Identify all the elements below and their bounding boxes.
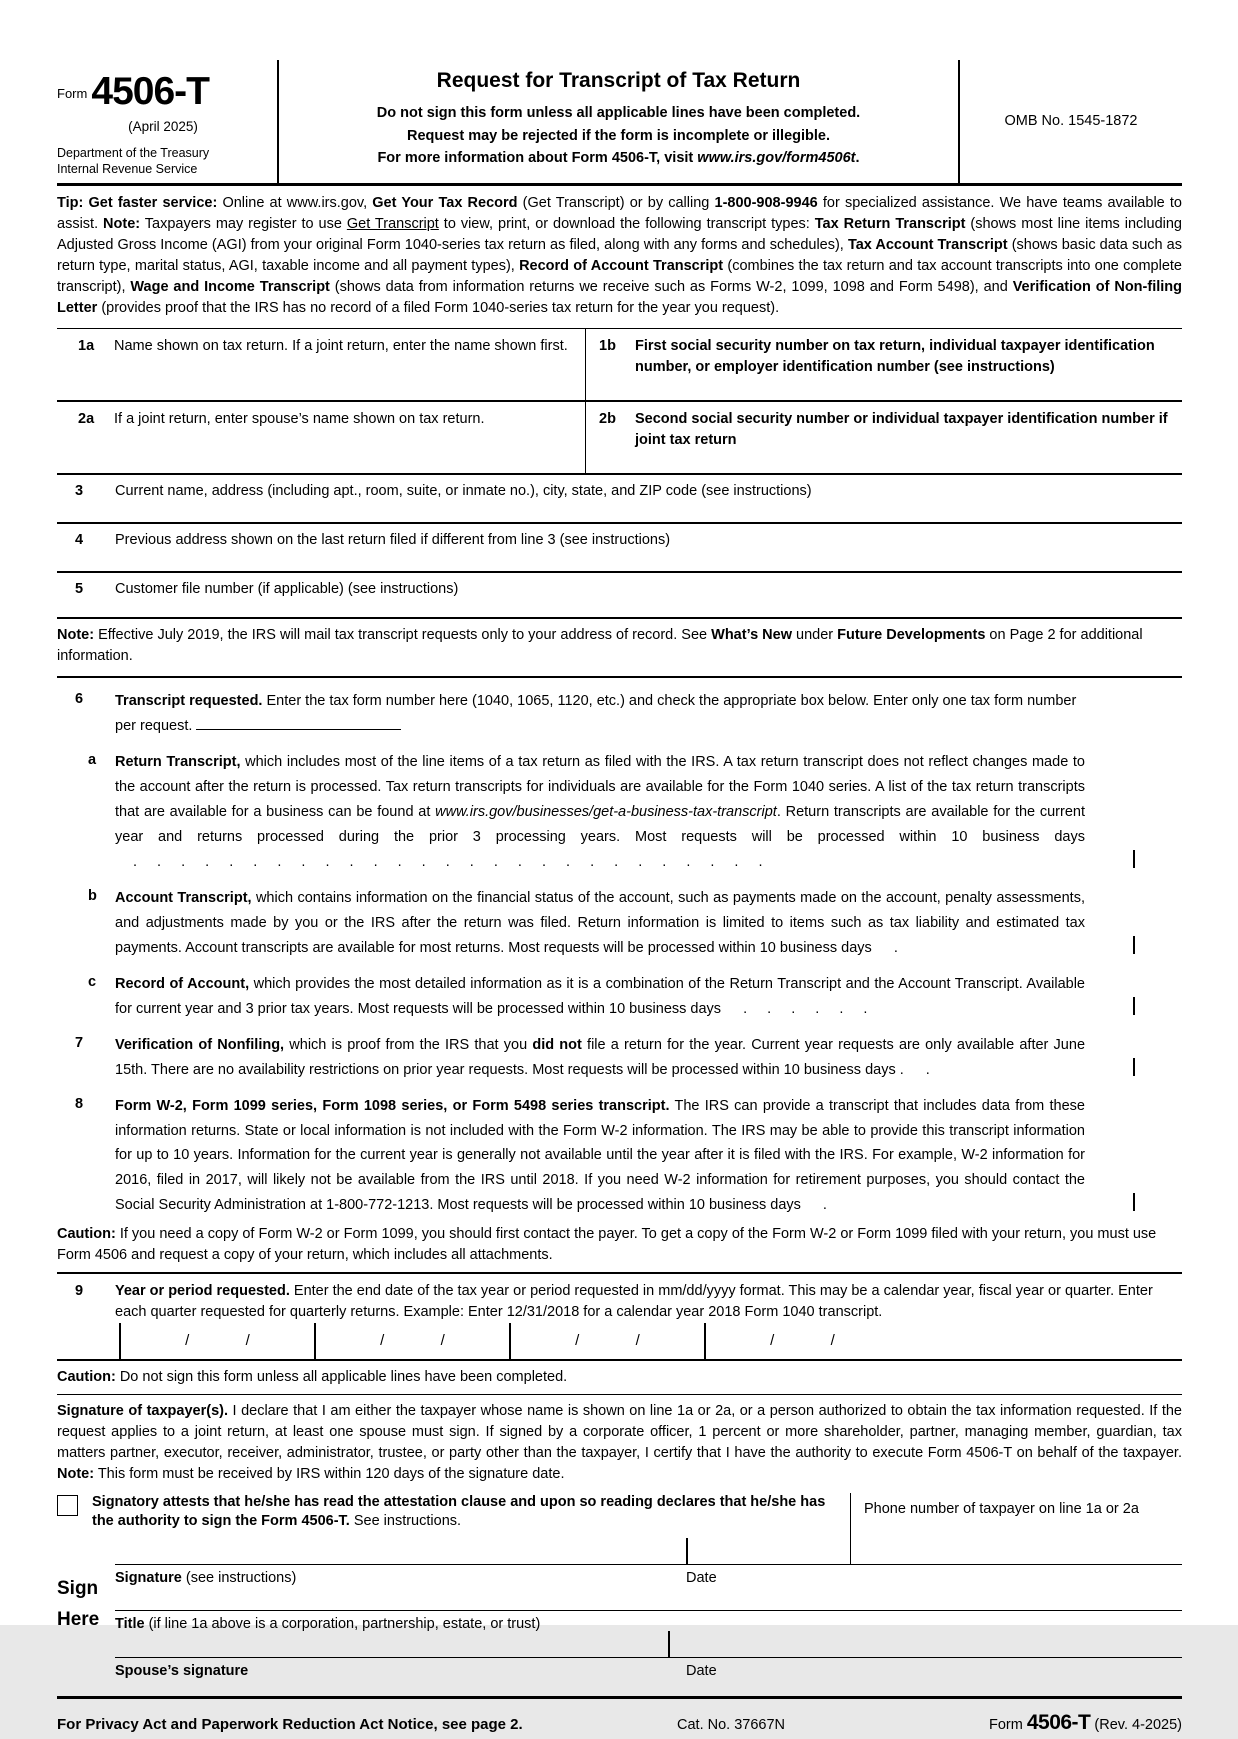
line-2b-label: Second social security number or individual taxpayer identification number if joint tax return: [635, 411, 1168, 449]
footer-form-number: 4506-T: [1026, 1711, 1091, 1735]
form-subtitle3: For more information about Form 4506-T, visit www.irs.gov/form4506t.: [377, 150, 860, 167]
field-2a-spouse-name[interactable]: [57, 402, 585, 473]
line-6-number: 6: [75, 691, 84, 708]
field-4-previous-address[interactable]: [57, 524, 1182, 573]
date-entry-cell-3[interactable]: [509, 1323, 704, 1359]
line-1b-label: First social security number on tax return, individual taxpayer identification number, or employer identification number (see instructions): [635, 338, 1155, 376]
phone-number-box[interactable]: [850, 1493, 1182, 1565]
signature-date-divider: [686, 1538, 688, 1564]
item-6b-label: Account Transcript, which contains information on the financial status of the account, such as payments made on the account, penalty assessments, and adjustments made by you or the IRS after the return was filed. Return information is limited to items such as tax liability and estimated tax payments. Account transcripts are available for most returns. Most requests will be processed within 10 business days: [115, 890, 1085, 956]
title-label-row[interactable]: [115, 1611, 1182, 1658]
date-entry-cell-4[interactable]: [704, 1323, 899, 1359]
line-4-number: 4: [75, 532, 84, 549]
slash: /: [770, 1332, 775, 1350]
tax-form-number-input[interactable]: [196, 714, 401, 730]
table-row: [57, 329, 1182, 402]
signature-of-taxpayers-paragraph: Signature of taxpayer(s). I declare that I am either the taxpayer whose name is shown on line 1a or 2a, or a person authorized to obtain the tax information requested. If the request applies to a joint return, at least one spouse must sign. If signed by a corporate officer, 1 percent or more shareholder, partner, managing member, guardian, tax matters partner, executor, receiver, administrator, trustee, or party other than the taxpayer, I certify that I have the authority to execute Form 4506-T on behalf of the taxpayer. Note: This form must be received by IRS within 120 days of the signature date.: [57, 1403, 1182, 1483]
year-period-entry-row: [57, 1323, 1182, 1361]
table-row: [57, 402, 1182, 475]
form-revision: (April 2025): [128, 118, 198, 134]
dot-leader: . . . . . . . . . . . . . . . . . . . . . . . . . . .: [133, 854, 771, 871]
dot-leader: . . . . . .: [743, 1000, 876, 1017]
item-6b-account-transcript: [57, 886, 1182, 961]
sign-here-section: [57, 1565, 1182, 1684]
checkbox-8-w2-series-transcript[interactable]: [1133, 1193, 1135, 1211]
field-2b-spouse-ssn[interactable]: [585, 402, 1182, 473]
date-entry-cell-1[interactable]: [119, 1323, 314, 1359]
caution-sign-paragraph: Caution: Do not sign this form unless all applicable lines have been completed.: [57, 1369, 568, 1386]
line-1b-number: 1b: [599, 338, 616, 355]
catalog-number: Cat. No. 37667N: [677, 1717, 786, 1734]
item-6c-text: [115, 972, 1085, 1022]
line-6-transcript-requested: [57, 689, 1182, 739]
slash: /: [245, 1332, 250, 1350]
spouse-signature-label-row[interactable]: [115, 1658, 1182, 1684]
form-subtitle1: Do not sign this form unless all applicable lines have been completed.: [376, 105, 861, 122]
item-6c-letter: c: [88, 973, 97, 990]
checkbox-7-verification-of-nonfiling[interactable]: [1133, 1058, 1135, 1076]
line-8-w2-1099-transcript: [57, 1094, 1182, 1219]
line-7-number: 7: [75, 1034, 84, 1051]
slash: /: [185, 1332, 190, 1350]
privacy-act-notice: For Privacy Act and Paperwork Reduction Act Notice, see page 2.: [57, 1716, 523, 1734]
omb-number: OMB No. 1545-1872: [1004, 113, 1138, 130]
line-8-text: [115, 1094, 1085, 1219]
checkbox-6c-record-of-account[interactable]: [1133, 997, 1135, 1015]
line-9-text: Year or period requested. Enter the end date of the tax year or period requested in mm/dd/yyyy format. This may be a calendar year, fiscal year or quarter. Enter each quarter requested for quarterly returns. Example: Enter 12/31/2018 for a calendar year 2018 Form 1040 transcript.: [115, 1283, 1153, 1321]
form-number: 4506-T: [91, 70, 209, 113]
line-2b-number: 2b: [599, 411, 616, 428]
form-header: [57, 60, 1182, 186]
footer-form-id: [937, 1708, 1182, 1738]
checkbox-6a-return-transcript[interactable]: [1133, 850, 1135, 868]
form-subtitle2: Request may be rejected if the form is incomplete or illegible.: [406, 127, 831, 144]
line-1a-number: 1a: [78, 338, 95, 355]
line-3-number: 3: [75, 483, 84, 500]
field-5-customer-file-number[interactable]: [57, 573, 1182, 619]
date-label: Date: [686, 1570, 717, 1587]
checkbox-signatory-attestation[interactable]: [57, 1495, 78, 1516]
signature-label-row[interactable]: [115, 1565, 1182, 1611]
item-6a-return-transcript: [57, 750, 1182, 875]
divider: [57, 1394, 1182, 1395]
line-7-verification-of-nonfiling: [57, 1033, 1182, 1083]
slash: /: [635, 1332, 640, 1350]
dot-leader: .: [893, 939, 906, 956]
item-6c-label: Record of Account, which provides the most detailed information as it is a combination of the Return Transcript and the Account Transcript. Available for current year and 3 prior tax years. Most requests will be processed within 10 business days: [115, 975, 1085, 1017]
dot-leader: .: [822, 1197, 835, 1214]
line-2a-number: 2a: [78, 411, 95, 428]
form-title: Request for Transcript of Tax Return: [436, 69, 801, 92]
attestation-area: [57, 1493, 1182, 1565]
footer-revision: (Rev. 4-2025): [1094, 1717, 1182, 1734]
line-5-number: 5: [75, 581, 84, 598]
dot-leader: .: [925, 1061, 938, 1078]
attestation-text: Signatory attests that he/she has read the attestation clause and upon so reading declares that he/she has the authority to sign the Form 4506-T. See instructions.: [92, 1494, 826, 1530]
tip-paragraph: Tip: Get faster service: Online at www.irs.gov, Get Your Tax Record (Get Transcript) or by calling 1-800-908-9946 for specialized assistance. We have teams available to assist. Note: Taxpayers may register to use Get Transcript to view, print, or download the following transcript types: Tax Return Transcript (shows most line items including Adjusted Gross Income (AGI) from your original Form 1040-series tax return as filed, along with any forms and schedules), Tax Account Transcript (shows basic data such as return type, marital status, AGI, taxable income and all payment types), Record of Account Transcript (combines the tax return and tax account transcripts into one complete transcript), Wage and Income Transcript (shows data from information returns we receive such as Forms W-2, 1099, 1098 and Form 5498), and Verification of Non-filing Letter (provides proof that the IRS has no record of a filed Form 1040-series tax return for the year you request).: [57, 195, 1182, 317]
line-9-number: 9: [75, 1283, 84, 1300]
sign-word: Sign: [57, 1578, 99, 1600]
line-8-label: Form W-2, Form 1099 series, Form 1098 series, or Form 5498 series transcript. The IRS can provide a transcript that includes data from these information returns. State or local information is not included with the Form W-2 information. The IRS may be able to provide this transcript information for up to 10 years. Information for the current year is generally not available until the year after it is filed with the IRS. For example, W-2 information for 2016, filed in 2017, will likely not be available from the IRS until 2018. If you need W-2 information for retirement purposes, you should contact the Social Security Administration at 1-800-772-1213. Most requests will be processed within 10 business days: [115, 1097, 1085, 1214]
spouse-date-divider: [668, 1631, 670, 1657]
line-9-year-or-period: [57, 1281, 1182, 1323]
line-6-label: Transcript requested. Enter the tax form number here (1040, 1065, 1120, etc.) and check the appropriate box below. Enter only one tax form number per request.: [115, 693, 1077, 735]
form-footer: [57, 1696, 1182, 1738]
item-6a-letter: a: [88, 752, 97, 769]
slash: /: [440, 1332, 445, 1350]
title-label: Title (if line 1a above is a corporation, partnership, estate, or trust): [115, 1616, 541, 1633]
note-paragraph: Note: Effective July 2019, the IRS will mail tax transcript requests only to your address of record. See What’s New under Future Developments on Page 2 for additional information.: [57, 619, 1182, 678]
checkbox-6b-account-transcript[interactable]: [1133, 936, 1135, 954]
slash: /: [575, 1332, 580, 1350]
here-word: Here: [57, 1609, 100, 1631]
date-label: Date: [686, 1663, 717, 1680]
line-7-label: Verification of Nonfiling, which is proof from the IRS that you did not file a return for the year. Current year requests are only available after June 15th. There are no availability restrictions on prior year requests. Most requests will be processed within 10 business days .: [115, 1036, 1086, 1078]
line-3-label: Current name, address (including apt., room, suite, or inmate no.), city, state, and ZIP code (see instructions): [115, 483, 812, 500]
sign-here-label: [57, 1573, 99, 1636]
line-7-text: [115, 1033, 1085, 1083]
item-6b-letter: b: [88, 888, 97, 905]
department-line1: Department of the Treasury: [57, 146, 210, 161]
field-1a-name[interactable]: [57, 329, 585, 400]
line-1a-label: Name shown on tax return. If a joint return, enter the name shown first.: [114, 338, 568, 355]
line-8-number: 8: [75, 1095, 84, 1112]
field-1b-ssn[interactable]: [585, 329, 1182, 400]
divider: [57, 1272, 1182, 1274]
form-word: Form: [57, 86, 88, 101]
form-id-block: [57, 60, 279, 183]
line-6-text: [115, 689, 1085, 739]
caution-copy-paragraph: Caution: If you need a copy of Form W-2 or Form 1099, you should first contact the payer. To get a copy of the Form W-2 or Form 1099 filed with your return, you must use Form 4506 and request a copy of your return, which includes all attachments.: [57, 1226, 1157, 1264]
line-2a-label: If a joint return, enter spouse’s name shown on tax return.: [114, 411, 485, 428]
footer-form-word: Form: [988, 1717, 1023, 1734]
item-6a-text: [115, 750, 1085, 875]
field-3-current-address[interactable]: [57, 475, 1182, 524]
name-ssn-table: [57, 328, 1182, 475]
item-6b-text: [115, 886, 1085, 961]
omb-number-box: [958, 60, 1182, 183]
spouse-signature-label: Spouse’s signature: [115, 1663, 249, 1680]
date-entry-cell-2[interactable]: [314, 1323, 509, 1359]
form-title-block: [279, 60, 958, 183]
signature-label: Signature (see instructions): [115, 1570, 297, 1587]
department-line2: Internal Revenue Service: [57, 161, 198, 176]
phone-number-label: Phone number of taxpayer on line 1a or 2a: [864, 1501, 1139, 1518]
slash: /: [380, 1332, 385, 1350]
item-6c-record-of-account: [57, 972, 1182, 1022]
department-block: [57, 146, 269, 177]
line-4-label: Previous address shown on the last return filed if different from line 3 (see instructions): [115, 532, 671, 549]
item-6a-label: Return Transcript, which includes most of the line items of a tax return as filed with the IRS. A tax return transcript does not reflect changes made to the account after the return is processed. Tax return transcripts for individuals are available for the Form 1040 series. A list of the tax return transcripts that are available for a business can be found at www.irs.gov/businesses/get-a-business-tax-transcript. Return transcripts are available for the current year and returns processed during the prior 3 processing years. Most requests will be processed within 10 business days: [115, 754, 1085, 846]
slash: /: [830, 1332, 835, 1350]
line-5-label: Customer file number (if applicable) (see instructions): [115, 581, 459, 598]
